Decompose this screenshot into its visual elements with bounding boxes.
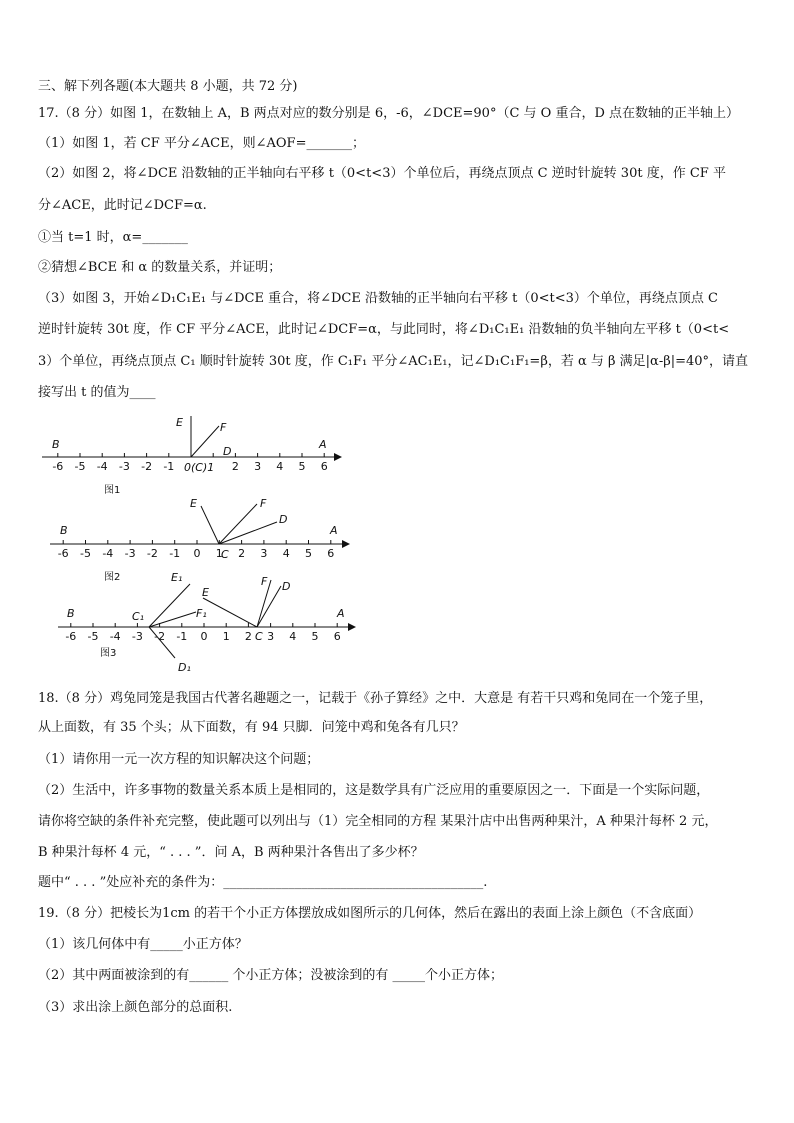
q17-part3-line2: 逆时针旋转 30t 度，作 CF 平分∠ACE，此时记∠DCF=α，与此同时，将∠D₁C₁E₁ 沿数轴的负半轴向左平移 t（0<t< [38,322,730,337]
tick-label: 0 [193,547,201,560]
tick-group [65,623,340,643]
tick-label: -2 [146,547,158,560]
q17-part3-line1: （3）如图 3，开始∠D₁C₁E₁ 与∠DCE 重合，将∠DCE 沿数轴的正半轴向右平移 t（0<t<3）个单位，再绕点顶点 C [38,291,718,306]
point-c1-label: C₁ [132,610,145,623]
point-a-label: A [319,438,327,451]
tick-label: 0 [200,630,208,643]
tick-label: 1 [222,630,230,643]
tick-label: -6 [52,460,64,473]
tick-label: 4 [289,630,297,643]
q17-part2-line1: （2）如图 2，将∠DCE 沿数轴的正半轴向右平移 t（0<t<3）个单位后，再绕点顶点 C 逆时针旋转 30t 度，作 CF 平 [38,166,726,181]
q17-part3-line3: 3）个单位，再绕点顶点 C₁ 顺时针旋转 30t 度，作 C₁F₁ 平分∠AC₁E₁，记∠D₁C₁F₁=β，若 α 与 β 满足|α-β|=40°，请直 [38,354,749,369]
ray-cd [219,522,277,544]
q17-stem: 17.（8 分）如图 1，在数轴上 A，B 两点对应的数分别是 6，-6，∠DCE=90°（C 与 O 重合，D 点在数轴的正半轴上） [38,106,739,121]
point-b-label: B [67,607,75,620]
arrow-head [334,453,342,461]
tick-label: 1 [215,547,223,560]
point-b-label: B [60,524,68,537]
tick-label: 3 [254,460,262,473]
section-title: 三、解下列各题(本大题共 8 小题，共 72 分) [38,79,298,94]
point-e-label: E [202,586,209,599]
tick-label: -5 [87,630,99,643]
point-e-label: E [176,416,183,429]
point-c-label: C [255,630,263,643]
q17-part2-line2: 分∠ACE，此时记∠DCF=α. [38,198,207,213]
figure-1 [36,408,356,500]
figure-3 [52,566,372,678]
tick-label: -2 [154,630,166,643]
point-b-label: B [52,438,60,451]
ray-ce [203,598,257,627]
point-f1-label: F₁ [196,607,207,620]
q18-part2-blank: 题中“ . . . ”处应补充的条件为：________________________________________. [38,875,488,890]
figure-2-caption: 图2 [104,572,121,583]
tick-label: -4 [109,630,121,643]
origin-c-label: 0(C)1 [184,461,215,474]
q17-part1: （1）如图 1，若 CF 平分∠ACE，则∠AOF=_______； [38,136,365,151]
point-f-label: F [261,575,268,588]
point-d-label: D [223,445,232,458]
q18-part2-line3: B 种果汁每杯 4 元，“ . . . ”．问 A，B 两种果汁各售出了多少杯？ [38,845,424,860]
tick-label: -4 [102,547,114,560]
tick-label: -1 [169,547,181,560]
tick-label: 3 [267,630,275,643]
tick-label: 5 [311,630,319,643]
ray-cd [257,586,281,627]
tick-label: -3 [124,547,136,560]
tick-label: -5 [74,460,86,473]
q17-part2-sub2: ②猜想∠BCE 和 α 的数量关系，并证明； [38,260,282,275]
tick-group [58,540,335,560]
tick-label: 4 [276,460,284,473]
arrow-head [342,540,350,548]
ray-cf [219,504,257,544]
tick-label: -6 [57,547,69,560]
tick-label: 6 [327,547,335,560]
tick-label: -5 [80,547,91,560]
tick-label: -6 [65,630,77,643]
ray-ce [201,506,219,544]
q18-part1: （1）请你用一元一次方程的知识解决这个问题； [38,752,320,767]
point-a-label: A [330,524,338,537]
arrow-head [348,623,356,631]
q19-part2: （2）其中两面被涂到的有______ 个小正方体；没被涂到的有 _____个小正方体； [38,968,504,983]
point-d1-label: D₁ [178,661,191,674]
q19-part3: （3）求出涂上颜色部分的总面积. [38,1000,233,1015]
tick-label: -2 [141,460,153,473]
q18-stem-line2: 从上面数，有 35 个头；从下面数，有 94 只脚．问笼中鸡和兔各有几只？ [38,720,465,735]
q18-part2-line1: （2）生活中，许多事物的数量关系本质上是相同的，这是数学具有广泛应用的重要原因之一．下面是一个实际问题， [38,783,710,798]
figure-1-caption: 图1 [104,485,121,496]
point-e-label: E [190,497,197,510]
point-d-label: D [282,580,291,593]
tick-label: 6 [320,460,328,473]
tick-label: 2 [238,547,246,560]
tick-label: -4 [96,460,108,473]
tick-label: -1 [176,630,188,643]
tick-label: 5 [305,547,312,560]
q18-part2-line2: 请你将空缺的条件补充完整，使此题可以列出与（1）完全相同的方程 某果汁店中出售两种果汁，A 种果汁每杯 2 元， [38,814,718,829]
point-a-label: A [337,607,345,620]
point-e1-label: E₁ [171,571,183,584]
point-d-label: D [279,513,288,526]
tick-label: 2 [244,630,252,643]
q18-stem-line1: 18.（8 分）鸡兔同笼是我国古代著名趣题之一，记载于《孙子算经》之中．大意是 有若干只鸡和兔同在一个笼子里， [38,691,713,706]
q17-part3-line4: 接写出 t 的值为____ [38,385,156,400]
point-f-label: F [220,421,227,434]
q19-stem: 19.（8 分）把棱长为1cm 的若干个小正方体摆放成如图所示的几何体，然后在露出的表面上涂上颜色（不含底面） [38,906,702,921]
q19-part1: （1）该几何体中有_____小正方体？ [38,937,248,952]
tick-label: -3 [131,630,143,643]
tick-label: 3 [260,547,268,560]
figure-3-caption: 图3 [100,648,117,659]
point-c-label: C [221,548,229,561]
q17-part2-sub1: ①当 t=1 时，α=_______ [38,230,188,245]
tick-label: -3 [118,460,130,473]
ray-cf [191,426,219,457]
point-f-label: F [260,497,267,510]
tick-label: 5 [298,460,306,473]
tick-label: -1 [163,460,175,473]
tick-label: 4 [282,547,290,560]
tick-label: 6 [333,630,341,643]
tick-label: 2 [231,460,239,473]
